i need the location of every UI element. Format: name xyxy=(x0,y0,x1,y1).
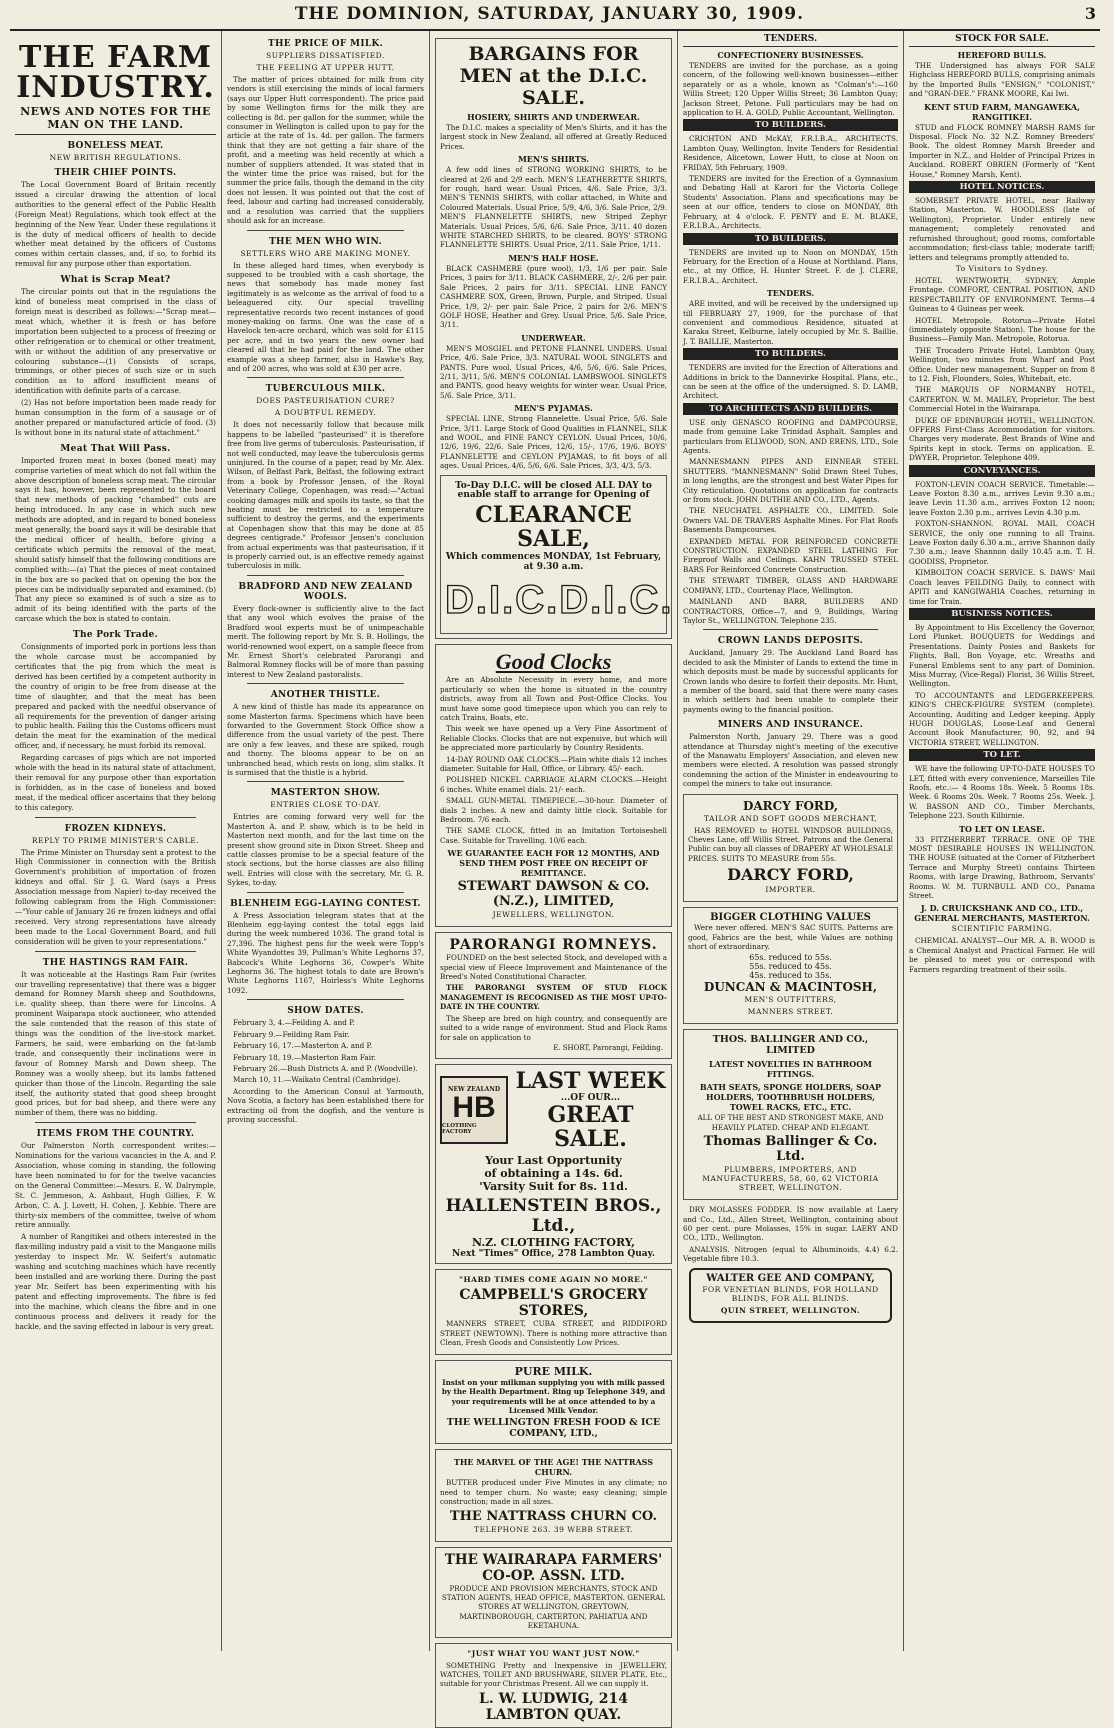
to-let-heading: TO LET. xyxy=(909,749,1095,761)
campbell-motto: "HARD TIMES COME AGAIN NO MORE." xyxy=(459,1275,648,1285)
tender-text: MANNESMANN PIPES AND EINNEAR STEEL SHUTTERS. "MANNESMANN" Solid Drawn Steel Tubes, in long lengths, are the strongest and best Water Pipes for City reticulation. Quotations on application for contracts or from stock. JOHN DUTHIE AND CO., LTD., Agents. xyxy=(683,457,898,505)
ad-text: FOUNDED on the best selected Stock, and developed with a special view of Fleece Improvement and Maintenance of the Breed's Noted Constitutional Character. xyxy=(440,953,667,982)
ad-text: The D.I.C. makes a speciality of Men's Shirts, and it has the largest stock in New Zealand, all offered at Greatly Reduced Prices. xyxy=(440,123,667,151)
clock-item: 14-DAY ROUND OAK CLOCKS.—Plain white dials 12 inches diameter. Suitable for Hall, Office, or Library. 45/- each. xyxy=(440,754,667,773)
ad-text: PRODUCE AND PROVISION MERCHANTS, STOCK AND STATION AGENTS, HEAD OFFICE, MASTERTON. GENERAL STORES AT WELLINGTON, GREYTOWN, MARTINBOROUGH, CARTERTON, PAHIATUA AND EKETAHUNA. xyxy=(441,1583,666,1631)
ad-text: A few odd lines of STRONG WORKING SHIRTS, to be cleared at 2/6 and 2/9 each. MEN'S LEATHERETTE SHIRTS, for rough, hard wear. Usual Prices, 4/6. Sale Price, 3/3. MEN'S TENNIS SHIRTS, with collar attached, in White and Coloured Materials. Usual Price, 5/9, 4/6, 3/6. Sale Price, 2/9. MEN'S FLANNELETTE SHIRTS, new Striped Zephyr Materials. Usual Prices, 5/6, 6/6. Sale Price, 3/11. 40 dozen WHITE STARCHED SHIRTS, to be cleared. BOYS' STRONG FLANNELETTE SHIRTS. Usual Price, 2/11. Sale Price, 1/11. xyxy=(440,165,667,250)
classified-text: WE have the following UP-TO-DATE HOUSES TO LET, fitted with every convenience, Marseilles Tile Roofs, etc.:— 4 Rooms 18s. Week. 5 Rooms 18s. Week. 6 Rooms 20s. Week. 7 Rooms 25s. Week. J. W. BASSON AND CO., Timber Merchants, Telephone 223. South Kilbirnie. xyxy=(909,764,1095,821)
hb-logo-bottom: CLOTHING FACTORY xyxy=(442,1122,477,1135)
ad-text: BLACK CASHMERE (pure wool), 1/3, 1/6 per pair. Sale Prices, 3 pairs for 3/11. BLACK CASHMERE, 2/-, 2/6 per pair. Sale Prices, 2 pairs for 3/11. SPECIAL LINE FANCY CASHMERE SOX, Green, Brown, Purple, and Striped. Usual Price, 1/9, 2/- per pair. Sale Price, 2 pairs for 2/6. MEN'S GOLF HOSE, Heather and Grey. Usual Price, 5/6. Sale Price, 3/11. xyxy=(440,263,667,330)
tender-text: EXPANDED METAL FOR REINFORCED CONCRETE CONSTRUCTION. EXPANDED STEEL LATHING For Fireproof Walls and Ceilings. KAHN TRUSSED STEEL BARS For Reinforced Concrete Construction. xyxy=(683,536,898,574)
dic-commences-text: Which commences MONDAY, 1st February, at 9.30 a.m. xyxy=(445,552,662,572)
dic-underwear-heading: UNDERWEAR. xyxy=(521,332,586,343)
nattrass-title: THE NATTRASS CHURN CO. xyxy=(449,1508,658,1524)
cruickshank-heading: J. D. CRUICKSHANK AND CO., LTD., GENERAL MERCHANTS, MASTERTON. xyxy=(914,903,1090,924)
tenders-heading: TENDERS. xyxy=(683,33,898,47)
darcy-ford-sub: TAILOR AND SOFT GOODS MERCHANT, xyxy=(703,813,878,823)
tenders-heading-2: TENDERS. xyxy=(766,288,815,299)
stewart-dawson-sub: JEWELLERS, WELLINGTON. xyxy=(492,910,615,920)
heading-blenheim: BLENHEIM EGG-LAYING CONTEST. xyxy=(230,898,421,909)
ballinger-heading: THOS. BALLINGER AND CO., LIMITED xyxy=(712,1034,869,1057)
duncan-street: MANNERS STREET. xyxy=(747,1007,834,1017)
tender-text: CRICHTON AND McKAY, F.R.I.B.A., ARCHITECTS. Lambton Quay, Wellington. Invite Tenders for Residential Residence, Alicetown, Lower Hutt, to close at Noon on FRIDAY, 5th February, 1909. xyxy=(683,134,898,172)
classified-text: FOXTON-LEVIN COACH SERVICE. Timetable:—Leave Foxton 8.30 a.m., arrives Levin 9.30 a.m.; leave Levin 11.30 a.m., arrives Foxton 12 noon; leave Foxton 2.30 p.m., arrives Levin 4.30 p.m. xyxy=(909,479,1095,517)
article-paragraph: The Prime Minister on Thursday sent a protest to the High Commissioner in connection with the British Government's prohibition of importation of frozen kidneys and offal. Sir J. G. Ward (says a Press Association message from Napier) to-day received the following cablegram from the High Commissioner:—"Your cable of January 26 re frozen kidneys and offal received. Very strong representations have already been made to the Local Government Board, and full consideration will be given to your representations." xyxy=(15,847,216,946)
good-clocks-ad xyxy=(435,644,672,927)
classified-text: DUKE OF EDINBURGH HOTEL, WELLINGTON. OFFERS First-Class Accommodation for visitors. Charges very moderate. Best Brands of Wine and Spirits kept in stock. Terms on application. E. DWYER, Proprietor. Telephone 409. xyxy=(909,415,1095,463)
hb-logo-mark: HB xyxy=(452,1090,496,1124)
heading-thistle: ANOTHER THISTLE. xyxy=(270,690,381,701)
builders-heading: TO BUILDERS. xyxy=(683,233,898,245)
subheading-doubtful: A DOUBTFUL REMEDY. xyxy=(274,408,377,418)
hb-suit: 'Varsity Suit for 8s. 11d. xyxy=(479,1180,628,1194)
ballinger-ad xyxy=(683,1029,898,1200)
ad-text: Were never offered. MEN'S SAC SUITS. Patterns are good, Fabrics are the best, while Values are nothing short of extraordinary. xyxy=(688,923,893,952)
dic-bargains-ad xyxy=(435,38,672,639)
walter-gee-address: QUIN STREET, WELLINGTON. xyxy=(720,1305,861,1315)
divider xyxy=(247,683,404,684)
column-classifieds xyxy=(904,31,1100,1651)
dic-logo: D.I.C. xyxy=(559,578,674,623)
ad-text: THE PARORANGI SYSTEM OF STUD FLOCK MANAGEMENT IS RECOGNISED AS THE MOST UP-TO-DATE IN THE COUNTRY. xyxy=(440,983,667,1012)
ad-text: This week we have opened up a Very Fine Assortment of Reliable Clocks. Clocks that are not expensive, but which will be appreciated more particularly by Country Residents. xyxy=(440,724,667,753)
tender-text: TENDERS are invited for the Erection of Alterations and Additions in brick to the Dannevirke Hospital. Plans, etc., can be seen at the office of the undersigned. S. D. LAMB, Architect. xyxy=(683,363,898,401)
subheading-upper-hutt: THE FEELING AT UPPER HUTT. xyxy=(256,63,395,72)
ad-text: BUTTER produced under Five Minutes in any climate; no need to temper churn. No waste; easy cleaning; simple construction; made in all sizes. xyxy=(440,1478,667,1507)
classified-text: By Appointment to His Excellency the Governor, Lord Plunket. BOUQUETS for Weddings and Presentations. Dainty Posies and Baskets for Flights, Ball, Bon Voyage, etc. Wreaths and Funeral Emblems sent to any part of Dominion. Miss Murray, (Vice-Regal) Florist, 36 Willis Street, Wellington. xyxy=(909,622,1095,689)
miners-heading: MINERS AND INSURANCE. xyxy=(717,720,864,731)
dic-clearance-title: CLEARANCE SALE, xyxy=(475,501,632,552)
architects-heading: TO ARCHITECTS AND BUILDERS. xyxy=(683,403,898,415)
ballinger-address: PLUMBERS, IMPORTERS, AND MANUFACTURERS, 58, 60, 62 VICTORIA STREET, WELLINGTON. xyxy=(702,1165,879,1193)
heading-chief-points: THEIR CHIEF POINTS. xyxy=(54,168,177,178)
hb-firm: HALLENSTEIN BROS., Ltd., xyxy=(445,1196,662,1237)
masthead-title: THE DOMINION, SATURDAY, JANUARY 30, 1909. xyxy=(294,4,804,24)
hallenstein-ad xyxy=(435,1064,672,1265)
ad-text: SOMETHING Pretty and Inexpensive in JEWELLERY, WATCHES, TOILET AND BRUSHWARE, SILVER PLATE, Etc., suitable for your Christmas Present. All we can supply it. xyxy=(440,1660,667,1689)
hb-factory: N.Z. CLOTHING FACTORY, xyxy=(471,1236,636,1250)
darcy-ford-ad xyxy=(683,794,898,903)
pure-milk-ad xyxy=(435,1360,672,1445)
page-number: 3 xyxy=(1084,4,1096,23)
tender-text: ARE invited, and will be received by the undersigned up till FEBRUARY 27, 1909, for the purchase of that convenient and commodious Residence, situated at Karaka Street, Kelburne, lately occupied by Mr. S. Baillie. J. T. BAILLIE, Masterton. xyxy=(683,299,898,346)
ludwig-ad xyxy=(435,1643,672,1728)
ballinger-novelties: LATEST NOVELTIES IN BATHROOM FITTINGS. xyxy=(708,1059,873,1080)
divider xyxy=(703,629,878,630)
hb-logo-icon xyxy=(440,1076,508,1144)
walter-gee-title: WALTER GEE AND COMPANY, xyxy=(706,1272,875,1284)
article-paragraph: Our Palmerston North correspondent writes:—Nominations for the various vacancies in the A. and P. Association, whose coming in standing, the following have been nominated to for for the twelve vacancies on the General Committee:—Messrs. E. W. Dalrymple, St. C. Jemmeson, A. Ashbaut, Hugh Gillies, F. W. Arbon, C. A. J. Lovett, H. Cohen, J. Kebbie. There are thirty-six members of the committee, twelve of whom retire annually. xyxy=(15,1141,216,1230)
clock-item: SMALL GUN-METAL TIMEPIECE.—30-hour. Diameter of dials 2 inches. A new and dainty little clock. Suitable for Bedroom. 7/6 each. xyxy=(440,796,667,825)
nattrass-ad xyxy=(435,1449,672,1541)
ad-text: MANNERS STREET, CUBA STREET, and RIDDIFORD STREET (NEWTOWN). There is nothing more attractive than Clean, Fresh Goods and Consistently Low Prices. xyxy=(440,1319,667,1348)
masthead xyxy=(10,4,1100,31)
divider xyxy=(247,575,404,576)
tender-text: TENDERS are invited up to Noon on MONDAY, 15th February, for the Erection of a House at Northland. Plans, etc., at my Office, H. Hunter Street. F. de J. CLERE, F.R.I.B.A., Architect. xyxy=(683,247,898,285)
ludwig-motto: "JUST WHAT YOU WANT JUST NOW." xyxy=(467,1648,640,1658)
hb-address: Next "Times" Office, 278 Lambton Quay. xyxy=(452,1249,655,1260)
article-paragraph: A Press Association telegram states that at the Blenheim egg-laying contest the total eggs laid during the week numbered 1036. The grand total is 27,396. The highest pens for the week were Topp's White Wyandottes 39, Pullman's White Leghorns 37, Babcock's White Leghorns 36, Cowper's White Leghorns 36. The highest totals to date are Brown's White Leghorns 1167, Hoirless's White Leghorns 1092. xyxy=(227,910,424,995)
subheading-regulations: NEW BRITISH REGULATIONS. xyxy=(49,153,182,162)
ludwig-title: L. W. LUDWIG, 214 LAMBTON QUAY. xyxy=(478,1690,628,1723)
scientific-farming: SCIENTIFIC FARMING. xyxy=(951,924,1053,934)
classified-text: HOTEL WENTWORTH, SYDNEY, Ample Frontage. COMFORT, CENTRAL POSITION, AND RESPECTABILITY OF ENVIRONMENT. Terms—4 Guineas to 4 Guineas per week. xyxy=(909,275,1095,314)
dic-closed-text: To-Day D.I.C. will be closed ALL DAY to enable staff to arrange for Opening of xyxy=(455,480,652,501)
divider xyxy=(247,999,404,1000)
hotel-notices-heading: HOTEL NOTICES. xyxy=(909,181,1095,193)
tender-text: MAINLAND AND BARR, BUILDERS AND CONTRACTORS, Office—7, and 9, Buildings, Waring Taylor St., WELLINGTON. Telephone 235. xyxy=(683,597,898,625)
column-advertisements xyxy=(430,31,678,1723)
dic-half-hose-heading: MEN'S HALF HOSE. xyxy=(508,252,599,263)
parorangi-title: PARORANGI ROMNEYS. xyxy=(449,937,658,954)
hb-logo-top: NEW ZEALAND xyxy=(447,1085,501,1093)
divider xyxy=(247,377,404,378)
ad-text: The Sheep are bred on high country, and consequently are suited to a wide range of environment. Stud and Flock Rams for sale on application to xyxy=(440,1013,667,1042)
article-paragraph: The Local Government Board of Britain recently issued a circular drawing the attention of local authorities to the general effect of the Public Health (Foreign Meat) Regulations, which took effect at the beginning of the New Year. Under these regulations it is the duty of medical officers of health to decide whether meat detained by the officers of Customs comes within certain classes, and, if so, to forbid its removal for any purpose other than exportation. xyxy=(15,180,216,269)
wairarapa-ad xyxy=(435,1547,672,1638)
crown-lands-heading: CROWN LANDS DEPOSITS. xyxy=(717,636,864,647)
show-date: February 3, 4.—Feilding A. and P. xyxy=(233,1018,355,1028)
duncan-macintosh-title: DUNCAN & MACINTOSH, xyxy=(703,980,878,995)
show-date: February 18, 19.—Masterton Ram Fair. xyxy=(233,1052,376,1062)
tender-text: ANALYSIS. Nitrogen (equal to Albuminoids, 4.4) 6.2. Vegetable fibre 10.3. xyxy=(683,1244,898,1264)
heading-frozen-kidneys: FROZEN KIDNEYS. xyxy=(64,823,167,834)
tender-text: USE only GENASCO ROOFING and DAMPCOURSE, made from genuine Lake Trinidad Asphalt. Samples and particulars from ELLWOOD, SON, AND ERENS, LTD., Sole Agents. xyxy=(683,417,898,455)
tender-text: DRY MOLASSES FODDER. IS now available at Laery and Co., Ltd., Allen Street, Wellington, containing about 60 per cent. pure Molasses, 15% in sugar. LAERY AND CO., LTD., Wellington. xyxy=(683,1205,898,1243)
tender-text: THE STEWART TIMBER, GLASS AND HARDWARE COMPANY, LTD., Courtenay Place, Wellington. xyxy=(683,576,898,595)
heading-tuberculous: TUBERCULOUS MILK. xyxy=(265,384,386,395)
parorangi-ad xyxy=(435,932,672,1059)
divider xyxy=(35,817,196,818)
article-paragraph: Consignments of imported pork in portions less than the whole carcase must be accompanied by certificates that the pig from which the meat is derived has been certified by a competent authority in the country of origin to be free from disease at the time of slaughter, and that the meat has been prepared and packed with the needful observance of all requirements for the prevention of danger arising to public health. Failing this the Customs officers must detain the meat for the examination of the medical officer, and, if necessary, he must forbid its removal. xyxy=(15,642,216,751)
article-paragraph: Imported frozen meat in boxes (boned meat) may comprise varieties of meat which do not fall within the above description of boneless scrap meat. The circular says it has, however, been represented to the board that new methods of packing "chambed" cuts are being introduced. In any case in which such new methods are adopted, and in regard to boned boneless meat generally, the board says it will be desirable that the medical officer of health, before giving a certificate which permits the removal of the meat, should satisfy himself that the following conditions are complied with:—(a) That the pieces of meat contained in the box are so packed that on opening the box the pieces can be individually separated and examined. (b) That any piece so examined is of such a size as to admit of its being identified with the parts of the carcase which the box is stated to contain. xyxy=(15,455,216,624)
good-clocks-title: Good Clocks xyxy=(495,649,612,675)
divider xyxy=(247,781,404,782)
builders-heading: TO BUILDERS. xyxy=(683,119,898,131)
classified-text: KIMBOLTON COACH SERVICE. S. DAWS' Mail Coach leaves FEILDING Daily, to connect with APITI and KANGIWAHIA Coaches, returning in time for Train. xyxy=(909,568,1095,606)
clock-guarantee: WE GUARANTEE EACH FOR 12 MONTHS, AND SEND THEM POST FREE ON RECEIPT OF REMITTANCE. xyxy=(447,848,660,879)
article-paragraph: It was noticeable at the Hastings Ram Fair (writes our travelling representative) that there was a bigger demand for Romney Marsh sheep and Southdowns, i.e. quality sheep, than there were for Lincolns. A prominent Waiparapa stock auctioneer, who attended the sale contended that the reason of this state of things was the condition of the live-stock market. Farmers, he said, were embarking on the fat-lamb trade, and consequently their inclinations were in favour of Romney Marsh and Down sheep. The Romney was a woolly sheep, but its lambs fattened quicker than those of the Lincoln. Regarding the sale itself, the authority stated that good sheep brought good prices, but for bad sheep, and there were any number of them, there was no bidding. xyxy=(15,969,216,1118)
article-paragraph: Entries are coming forward very well for the Masterton A. and P. show, which is to be held in Masterton next month, and for the last time on the present show ground site in Dixon Street. Sheep and cattle classes promise to be a special feature of the stock sections, but the horse classes are also filling well. Entries will close with the secretary, Mr. G. R. Sykes, to-day. xyxy=(227,812,424,888)
classified-text: THE Undersigned has always FOR SALE Highclass HEREFORD BULLS, comprising animals by the Imported Bulls "ENSIGN," "COLONIST," and "GRAN-DEE." FRANK MOORE, Kai Iwi. xyxy=(909,61,1096,99)
darcy-ford-title: DARCY FORD, xyxy=(742,798,839,813)
hb-of-our: ...OF OUR... xyxy=(560,1093,621,1104)
hereford-heading: HEREFORD BULLS. xyxy=(957,50,1047,60)
article-paragraph: Every flock-owner is sufficiently alive to the fact that any wool which evolves the praise of the Bradford wool experts must be of unimpeachable merit. The following report by Mr. S. B. Hollings, the world-renowned wool expert, on a sample fleece from Mr. Ernest Short's celebrated Parorangi and Balmoral Romney flocks will be of more than passing interest to New Zealand pastoralists. xyxy=(227,603,424,679)
tender-text: TENDERS are invited for the purchase, as a going concern, of the following well-known businesses—either separately or as a whole, known as "Colman's":—160 Willis Street; 120 Upper Willis Street; 36 Lambton Quay; Jackson Street, Petone. Full particulars may be had on application to H. A. GOLD, Public Accountant, Wellington. xyxy=(683,61,898,118)
heading-scrap-meat: What is Scrap Meat? xyxy=(60,275,171,286)
pure-milk-title: PURE MILK. xyxy=(514,1364,593,1378)
clock-item: THE SAME CLOCK, fitted in an Imitation Tortoiseshell Case. Suitable for Travelling. 10/6 each. xyxy=(440,826,667,845)
classified-text: THE Trocadero Private Hotel, Lambton Quay, Wellington, two minutes from Wharf and Post Office. Under new management. Supper on from 8 to 12. Fish, Flounders, Soles, Whitebait, etc. xyxy=(909,345,1095,383)
hb-opportunity: Your Last Opportunity xyxy=(485,1154,622,1168)
darcy-ford-importer: IMPORTER. xyxy=(765,885,816,895)
duncan-macintosh-ad xyxy=(683,907,898,1024)
lease-heading: TO LET ON LEASE. xyxy=(959,823,1045,834)
farm-industry-title: THE FARM INDUSTRY. xyxy=(16,40,215,105)
article-paragraph: It does not necessarily follow that because milk happens to be labelled "pasteurised" it is therefore free from live germs of tuberculosis. Pasteurisation, if not well conducted, may leave the tuberculosis germs uninjured. In the course of a paper, read by Mr. Alex. Wilson, of Belfast Park, Belfast, the following extract from a book by Professor Jensen, of the Royal Veterinary College, Copenhagen, was read:—"Actual cooking damages milk and spoils its taste, so that the heating must be restricted to a temperature sufficient to destroy the germs, and the experiments at Copenhagen show that this may be done at 85 degrees centigrade." Professor Jensen's conclusion from actual experiments was that pasteurisation, if it is properly carried out, is an effective remedy against tuberculosis in milk. xyxy=(227,420,424,571)
divider xyxy=(247,230,404,231)
classified-text: 33 FITZHERBERT TERRACE. ONE OF THE MOST DESIRABLE HOUSES IN WELLINGTON. THE HOUSE (situated at the Corner of Fitzherbert Terrace and Murphy Street) contains Thirteen Rooms, with large Drawing, Bathroom, Servants' Rooms. W. M. TURNBULL AND CO., Panama Street. xyxy=(909,834,1095,901)
walter-gee-blinds: FOR VENETIAN BLINDS, FOR HOLLAND BLINDS, FOR ALL BLINDS. xyxy=(702,1284,879,1303)
classified-text: STUD and FLOCK ROMNEY MARSH RAMS for Disposal. Flock No. 32 N.Z. Romney Breeders' Book. The oldest Romney Marsh Breeder and Importer in N.Z., and Holder of Principal Prizes in Auckland. ROBERT OBRIEN (Formerly of "Kent House," Romney Marsh, Kent). xyxy=(909,122,1095,179)
dic-clearance-box xyxy=(440,475,674,635)
conveyances-heading: CONVEYANCES. xyxy=(909,465,1095,477)
show-date: February 9.—Feilding Ram Fair. xyxy=(233,1029,350,1039)
stock-for-sale-heading: STOCK FOR SALE. xyxy=(909,33,1095,47)
kent-stud-heading: KENT STUD FARM, MANGAWEKA, RANGITIKEI. xyxy=(924,101,1080,122)
wellington-fresh-food: THE WELLINGTON FRESH FOOD & ICE COMPANY, LTD., xyxy=(446,1417,661,1440)
heading-show-dates: SHOW DATES. xyxy=(287,1006,364,1017)
hb-last-week: LAST WEEK xyxy=(515,1067,666,1094)
ballinger-title: Thomas Ballinger & Co. Ltd. xyxy=(703,1134,878,1165)
dic-hosiery-heading: HOSIERY, SHIRTS AND UNDERWEAR. xyxy=(467,112,640,122)
heading-meat-pass: Meat That Will Pass. xyxy=(60,443,171,454)
article-paragraph: The circular points out that in the regulations the kind of boneless meat comprised in the class of foreign meat is described as follows:—"Scrap meat—meat which, whether it is fresh or has before importation been subjected to a process of freezing or other refrigeration or to chemical or other treatment, with or without the addition of any preservative or colouring substance—(1) Consists of scraps, trimmings, or other pieces of such size or in such condition as to afford insufficient means of identification with definite parts of a carcase. xyxy=(15,287,216,396)
heading-men-who-win: THE MEN WHO WIN. xyxy=(269,236,382,247)
stewart-dawson-name: STEWART DAWSON & CO. (N.Z.), LIMITED, xyxy=(457,879,650,910)
heading-masterton-show: MASTERTON SHOW. xyxy=(270,788,381,799)
nattrass-heading: THE MARVEL OF THE AGE! THE NATTRASS CHURN. xyxy=(453,1457,654,1478)
ballinger-fittings: BATH SEATS, SPONGE HOLDERS, SOAP HOLDERS, TOOTHBRUSH HOLDERS, TOWEL RACKS, ETC., ETC. xyxy=(699,1082,882,1113)
article-paragraph: Palmerston North, January 29. There was a good attendance at Thursday night's meeting of the executive of the Manawatu Employers' Association, and eleven new members were elected. A resolution was passed strongly condemning the action of the Minister in endeavouring to compel the miners to take out insurance. xyxy=(683,732,898,789)
classified-text: SOMERSET PRIVATE HOTEL, near Railway Station, Masterton. W. HOODLESS (late of Wellington), Proprietor. Under entirely new management; completely renovated and refurnished throughout; good rooms, comfortable accommodation; first-class table; moderate tariff; letters and telegrams promptly attended to. xyxy=(909,196,1095,262)
heading-ram-fair: THE HASTINGS RAM FAIR. xyxy=(42,957,189,968)
heading-items-country: ITEMS FROM THE COUNTRY. xyxy=(36,1129,195,1140)
hallenstein-headline xyxy=(514,1069,667,1152)
dic-bargains-title: BARGAINS FOR MEN at the D.I.C. SALE. xyxy=(459,43,648,109)
article-paragraph: In these alleged hard times, when everybody is supposed to be troubled with a cash shortage, the news that somebody has made money fast legitimately is as welcome as the arrival of food to a beleaguered city. Our special travelling representative records two recent instances of good money-making on farms. One was the case of a Havelock ten-acre orchard, which was sold for £115 per acre, and in two years the new owner had cleared all that he had paid for the land. The other example was a sheep farmer, also in Hawke's Bay, and of 200 acres, who was sold at £30 per acre. xyxy=(227,260,424,373)
dic-logos xyxy=(445,578,674,623)
article-paragraph: A new kind of thistle has made its appearance on some Masterton farms. Specimens which have been forwarded to the Government Stock Office show a difference from the usual variety of the pest. There are only a few leaves, and these are spiked, rough and thorny. The blooms appear to be on an unbranched head, which rests on long, slim stalks. It is surmised that the thistle is a hybrid. xyxy=(227,702,424,777)
subheading-settlers: SETTLERS WHO ARE MAKING MONEY. xyxy=(240,248,411,258)
classified-text: THE MARQUIS OF NORMANBY HOTEL, CARTERTON. W. M. MAILEY, Proprietor. The best Commercial Hotel in the Wairarapa. xyxy=(909,385,1095,414)
ad-text: HAS REMOVED to HOTEL WINDSOR BUILDINGS, Cheves Lane, off Willis Street. Patrons and the General Public can buy all classes of DRAPERY AT WHOLESALE PRICES. SUITS TO MEASURE from 55s. xyxy=(688,825,893,863)
dic-logo: D.I.C. xyxy=(445,578,560,623)
show-date: March 10, 11.—Waikato Central (Cambridge). xyxy=(233,1075,401,1085)
campbell-title: CAMPBELL'S GROCERY STORES, xyxy=(459,1287,648,1320)
article-paragraph: A number of Rangitikei and others interested in the flax-milling industry paid a visit to the Mangaone mills yesterday to inspect Mr. W. Seifert's automatic washing and scutching machines which have recently been installed and are working there. During the past year Mr. Seifert has been experimenting with his patent and effecting improvements. The fibre is fed into the machine, which cleans the fibre and in one continuous process and delivers it ready for the hackle, and the saving effected in labour is very great. xyxy=(15,1232,216,1331)
walter-gee-ad xyxy=(689,1268,892,1323)
farm-kicker: NEWS AND NOTES FOR THE MAN ON THE LAND. xyxy=(15,105,216,135)
dic-shirts-heading: MEN'S SHIRTS. xyxy=(517,154,590,165)
divider xyxy=(247,892,404,893)
heading-boneless: BONELESS MEAT. xyxy=(67,141,164,151)
column-tenders xyxy=(678,31,904,1651)
classified-text: CHEMICAL ANALYST—Our MR. A. B. WOOD is a Chemical Analyst and Practical Farmer. He will be pleased to meet you or correspond with Farmers regarding treatment of their soils. xyxy=(909,936,1095,974)
dic-pyjamas-heading: MEN'S PYJAMAS. xyxy=(514,403,593,414)
price-line: 65s. reduced to 55s. xyxy=(749,953,832,963)
tender-text: THE NEUCHATEL ASPHALTE CO., LIMITED. Sole Owners VAL DE TRAVERS Asphalte Mines. For Flat Roofs Basements Dampcourses. xyxy=(683,506,898,535)
article-paragraph: Regarding carcases of pigs which are not imported whole with the head in its natural state of attachment, their removal for any purpose other than exportation is forbidden, as in the case of boneless and boxed meat, if the medical officer ascertains that they belong to this category. xyxy=(15,753,216,812)
price-line: 45s. reduced to 35s. xyxy=(749,971,832,981)
builders-heading: TO BUILDERS. xyxy=(683,348,898,360)
bigger-values-title: BIGGER CLOTHING VALUES xyxy=(710,912,871,924)
article-paragraph: The matter of prices obtained for milk from city vendors is still exercising the minds of local farmers (says our Upper Hutt correspondent). The price paid by some Wellington firms for the milk they are collecting is 8d. per gallon for the summer, while the consumer in Wellington is called upon to pay for the article at the rate of 1s. 4d. per gallon. The farmers think that they are not getting a fair share of the profit, and a meeting was held recently at which a number of suppliers attended. It was stated that in the winter time the price was raised, but for the summer the price falls, though the demand in the city does not lessen. It was pointed out that the cost of feed, labour and carting had increased considerably, and a resolution was carried that the suppliers should ask for an increase. xyxy=(227,75,424,226)
sydney-visitors: To Visitors to Sydney. xyxy=(955,263,1049,273)
column-news xyxy=(222,31,430,1651)
duncan-outfitters: MEN'S OUTFITTERS, xyxy=(744,995,837,1005)
article-paragraph: According to the American Consul at Yarmouth, Nova Scotia, a factory has been established there for extracting oil from the dogfish, and the venture is proving successful. xyxy=(227,1086,424,1124)
darcy-ford-title-2: DARCY FORD, xyxy=(727,865,854,885)
nattrass-telephone: TELEPHONE 263. 39 WEBB STREET. xyxy=(474,1524,633,1534)
divider xyxy=(35,951,196,952)
heading-pork-trade: The Pork Trade. xyxy=(72,630,158,641)
hb-obtaining: of obtaining a 14s. 6d. xyxy=(484,1167,623,1181)
classified-text: FOXTON-SHANNON. ROYAL MAIL COACH SERVICE, the only one running to all Trains. Leave Foxton daily 6.30 a.m., arrive Shannon daily 7.30 a.m.; leave Shannon daily 10.45 a.m. T. H. GOODISS, Proprietor. xyxy=(909,519,1095,566)
divider xyxy=(35,1122,196,1123)
wairarapa-title: THE WAIRARAPA FARMERS' CO-OP. ASSN. LTD. xyxy=(444,1551,663,1584)
ad-text: MEN'S MOSGIEL and PETONE FLANNEL UNDERS. Usual Price, 4/6. Sale Price, 3/3. NATURAL WOOL SINGLETS and PANTS. Pure wool. Usual Prices, 4/6, 5/6, 6/6. Sale Prices, 2/11, 3/11, 5/6. MEN'S COLONIAL LAMBSWOOL SINGLETS and PANTS, good heavy weights for winter wear. Usual Price, 5/6. Sale Price, 3/11. xyxy=(440,343,667,400)
show-date: February 16, 17.—Masterton A. and P. xyxy=(233,1041,373,1051)
confectionery-heading: CONFECTIONERY BUSINESSES. xyxy=(717,50,864,60)
ad-text: ALL OF THE BEST AND STRONGEST MAKE, AND HEAVILY PLATED. CHEAP AND ELEGANT. xyxy=(697,1113,884,1132)
price-line: 55s. reduced to 45s. xyxy=(749,962,832,972)
subheading-cable: REPLY TO PRIME MINISTER'S CABLE. xyxy=(31,835,200,845)
classified-text: TO ACCOUNTANTS and LEDGERKEEPERS. KING'S CHECK-FIGURE SYSTEM (complete). Accounting, Auditing and Ledger keeping. Apply HUGH DOUGLAS, Loose-Leaf and General Account Book Manufacturer, 90, 92, and 94 VICTORIA STREET, WELLINGTON. xyxy=(909,690,1095,747)
hallenstein-header xyxy=(440,1069,667,1152)
tender-text: TENDERS are invited for the Erection of a Gymnasium and Debating Hall at Karori for the Victoria College Students' Association. Plans and specifications may be seen at our office, tenders to close on MONDAY, 8th February, at 4 o'clock. F. PENTY and E. M. BLAKE, F.R.I.B.A., Architects. xyxy=(683,174,898,231)
show-date: February 26.—Bush Districts A. and P. (Woodville). xyxy=(233,1063,418,1073)
subheading-suppliers: SUPPLIERS DISSATISFIED. xyxy=(266,51,385,60)
ad-text: Are an Absolute Necessity in every home, and more particularly so when the home is situated in the country districts, away from all Town and Post-Office Clocks. You must have some good timepiece upon which you can rely to catch Trains, Boats, etc. xyxy=(440,675,667,722)
article-paragraph: Auckland, January 29. The Auckland Land Board has decided to ask the Minister of Lands to extend the time in which deposits must be made by successful applicants for Crown lands who desire to forfeit their deposits. Mr. Hunt, a member of the board, said that there were many cases in which settlers had been unable to complete their payments owing to the financial position. xyxy=(683,648,898,714)
subheading-pasteurisation: DOES PASTEURISATION CURE? xyxy=(256,396,395,406)
classified-text: HOTEL Metropole, Rotorua—Private Hotel (immediately opposite Station). The house for the Business—Family Man. Metropole, Rotorua. xyxy=(909,315,1095,344)
clock-item: POLISHED NICKEL CARRIAGE ALARM CLOCKS.—Height 6 inches. White enamel dials. 21/- each. xyxy=(440,775,667,794)
business-notices-heading: BUSINESS NOTICES. xyxy=(909,608,1095,620)
parorangi-signature: E. SHORT, Parorangi, Feilding. xyxy=(553,1043,663,1052)
ad-text: SPECIAL LINE, Strong Flannelette. Usual Price, 5/6. Sale Price, 3/11. Large Stock of Good Qualities in FLANNEL, SILK and WOOL, and FINE FANCY CEYLON. Usual Prices, 10/6, 12/6, 19/6, 22/6. Sale Prices, 12/6, 15/-, 17/6, 19/6. BOYS' FLANNELETTE and CEYLON PYJAMAS, to fit boys of all ages. Usual Prices, 4/6, 5/6, 6/6. Sale Prices, 3/3, 4/3, 5/3. xyxy=(440,414,667,471)
campbell-ad xyxy=(435,1269,672,1354)
article-paragraph: (2) Has not before importation been made ready for human consumption in the form of a sausage or of another prepared or manufactured article of food. (3) Is without bone in its natural state of attachment." xyxy=(15,398,216,437)
column-farm-industry xyxy=(10,31,222,1651)
heading-bradford: BRADFORD AND NEW ZEALAND WOOLS. xyxy=(238,581,413,602)
heading-price-milk: THE PRICE OF MILK. xyxy=(267,39,384,49)
hb-great-sale: GREAT SALE. xyxy=(547,1102,634,1153)
subheading-entries: ENTRIES CLOSE TO-DAY. xyxy=(270,800,381,810)
ad-text: Insist on your milkman supplying you with milk passed by the Health Department. Ring up Telephone 349, and your requirements will be at once attended to by a Licensed Milk Vendor. xyxy=(441,1377,666,1415)
